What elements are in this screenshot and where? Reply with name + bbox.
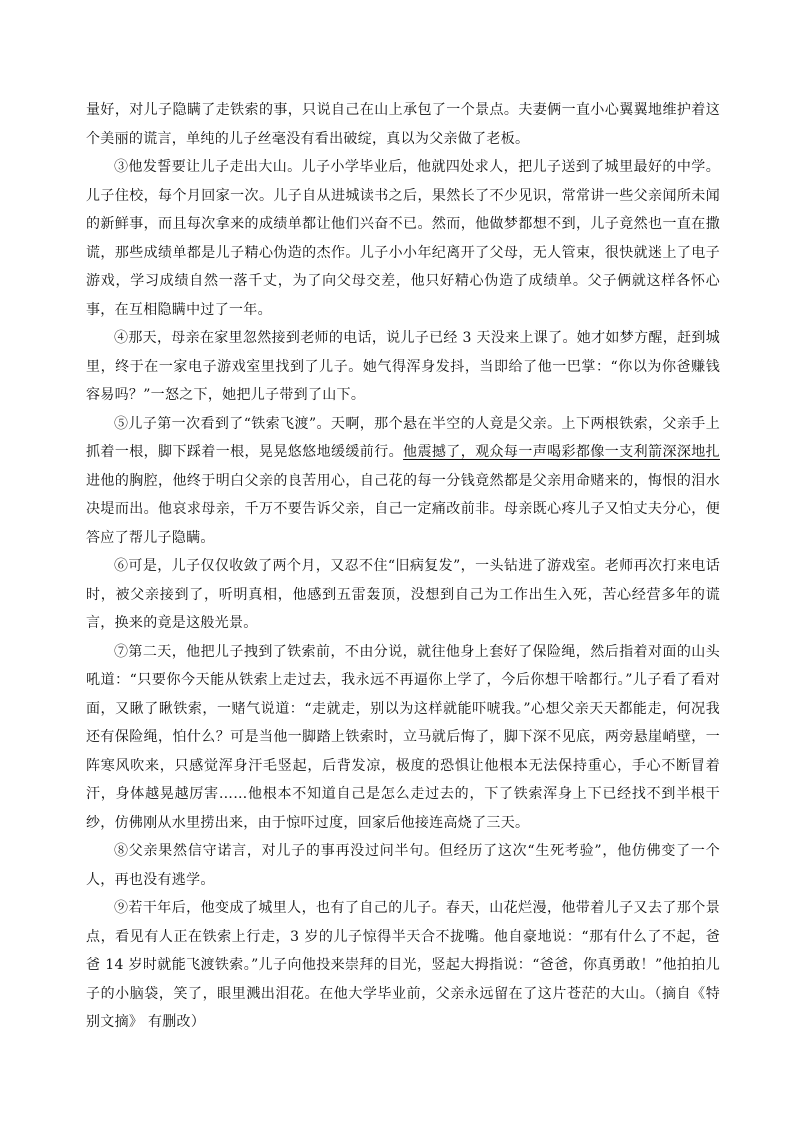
paragraph-text: ③他发誓要让儿子走出大山。儿子小学毕业后，他就四处求人，把儿子送到了城里最好的中学。儿子住校，每个月回家一次。儿子自从进城读书之后，果然长了不少见识，常常讲一些父亲闻所未闻的新鲜事，而且每次拿来的成绩单都让他们兴奋不已。然而，他做梦都想不到，儿子竟然也一直在撒谎，那些成绩单都是儿子精心伪造的杰作。儿子小小年纪离开了父母，无人管束，很快就迷上了电子游戏，学习成绩自然一落千丈，为了向父母交差，他只好精心伪造了成绩单。父子俩就这样各怀心事，在互相隐瞒中过了一年。 bbox=[86, 159, 720, 318]
paragraph-text: ④那天，母亲在家里忽然接到老师的电话，说儿子已经 3 天没来上课了。她才如梦方醒，赶到城里，终于在一家电子游戏室里找到了儿子。她气得浑身发抖，当即给了他一巴掌：“你以为你爸赚钱容易吗？”一怒之下，她把儿子带到了山下。 bbox=[86, 330, 720, 403]
underlined-sentence: 他震撼了，观众每一声喝彩都像一支利箭深深地扎 bbox=[403, 444, 720, 460]
paragraph bbox=[86, 894, 720, 1037]
paragraph-text: 量好，对儿子隐瞒了走铁索的事，只说自己在山上承包了一个景点。夫妻俩一直小心翼翼地维护着这个美丽的谎言，单纯的儿子丝毫没有看出破绽，真以为父亲做了老板。 bbox=[86, 102, 720, 147]
paragraph bbox=[86, 96, 720, 153]
paragraph-text: ⑨若干年后，他变成了城里人，也有了自己的儿子。春天，山花烂漫，他带着儿子又去了那个景点，看见有人正在铁索上行走，3 岁的儿子惊得半天合不拢嘴。他自豪地说：“那有什么了不起，爸爸 14 岁时就能飞渡铁索。”儿子向他投来崇拜的目光，竖起大拇指说：“爸爸，你真勇敢！”他拍拍儿子的小脑袋，笑了，眼里溅出泪花。在他大学毕业前，父亲永远留在了这片苍茫的大山。（摘自《特别文摘》 有删改） bbox=[86, 900, 720, 1030]
paragraph bbox=[86, 837, 720, 894]
document-body bbox=[86, 96, 720, 1037]
paragraph bbox=[86, 552, 720, 638]
paragraph bbox=[86, 153, 720, 324]
paragraph-text: ⑧父亲果然信守诺言，对儿子的事再没过问半句。但经历了这次“生死考验”，他仿佛变了一个人，再也没有逃学。 bbox=[86, 843, 720, 888]
paragraph-text: ⑥可是，儿子仅仅收敛了两个月，又忍不住“旧病复发”，一头钻进了游戏室。老师再次打来电话时，被父亲接到了，听明真相，他感到五雷轰顶，没想到自己为工作出生入死，苦心经营多年的谎言，换来的竟是这般光景。 bbox=[86, 558, 720, 631]
paragraph bbox=[86, 324, 720, 410]
paragraph bbox=[86, 638, 720, 838]
paragraph-text: ⑤儿子第一次看到了“铁索飞渡”。天啊，那个悬在半空的人竟是父亲。上下两根铁索，父亲手上抓着一根，脚下踩着一根，晃晃悠悠地缓缓前行。 bbox=[86, 415, 720, 460]
paragraph-text: 进他的胸腔，他终于明白父亲的良苦用心，自己花的每一分钱竟然都是父亲用命赌来的，悔恨的泪水决堤而出。他哀求母亲，千万不要告诉父亲，自己一定痛改前非。母亲既心疼儿子又怕丈夫分心，便答应了帮儿子隐瞒。 bbox=[86, 472, 720, 546]
paragraph bbox=[86, 410, 720, 553]
paragraph-text: ⑦第二天，他把儿子拽到了铁索前，不由分说，就往他身上套好了保险绳，然后指着对面的山头吼道：“只要你今天能从铁索上走过去，我永远不再逼你上学了，今后你想干啥都行。”儿子看了看对面，又瞅了瞅铁索，一赌气说道：“走就走，别以为这样就能吓唬我。”心想父亲天天都能走，何况我还有保险绳，怕什么？可是当他一脚踏上铁索时，立马就后悔了，脚下深不见底，两旁悬崖峭壁，一阵寒风吹来，只感觉浑身汗毛竖起，后背发凉，极度的恐惧让他根本无法保持重心，手心不断冒着汗，身体越晃越厉害……他根本不知道自己是怎么走过去的，下了铁索浑身上下已经找不到半根干纱，仿佛刚从水里捞出来，由于惊吓过度，回家后他接连高烧了三天。 bbox=[86, 643, 720, 831]
